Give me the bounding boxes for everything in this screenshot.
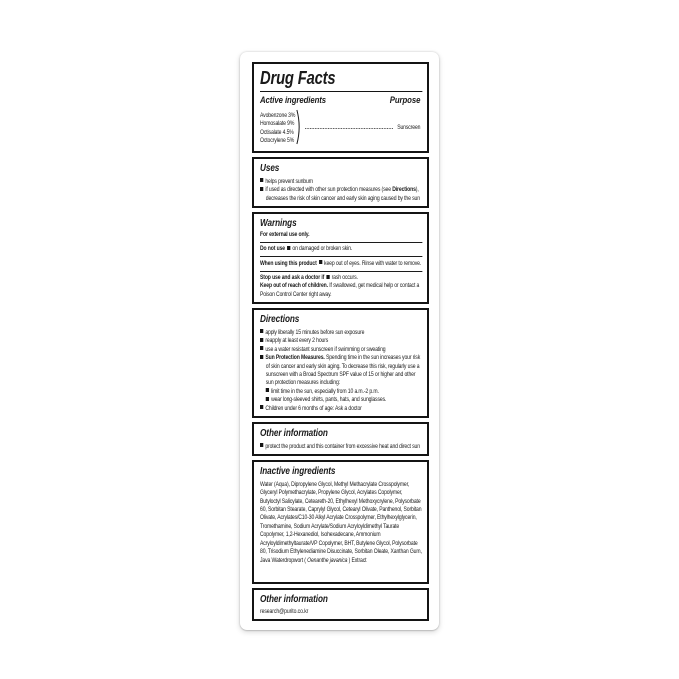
ingredient-item: Avobenzone 3% bbox=[260, 111, 296, 119]
bullet-square-icon bbox=[260, 338, 263, 342]
ingredient-item: Octocrylene 5% bbox=[260, 137, 295, 145]
external-use-note: For external use only. bbox=[260, 230, 310, 238]
bullet-square-icon bbox=[260, 329, 263, 333]
directions-heading: Directions bbox=[260, 314, 300, 326]
inactive-ingredients-text: Water (Aqua), Dipropylene Glycol, Methyl Methacrylate Crosspolymer, Glyceryl Polymethacrylate, Propylene Glycol, Acrylates Copolymer, Butyloctyl Salicylate, Ceteareth-20, Ethylhexyl Methoxycrylene, Polysorbate 60, Sorbitan Stearate, Caprylyl Glycol, Cetearyl Olivate, Panthenol, Sorbitan Olivate, Acrylates/C10-30 Alkyl Acrylate Crosspolymer, Ethylhexylglycerin, Tromethamine, Sodium Acrylate/Sodium Acryloyldimethyl Taurate Copolymer, 1,2-Hexanediol, Isohexadecane, Ammonium Acryloyldimethyltaurate/VP Copolymer, BHT, Butylene Glycol, Polysorbate 80, Trisodium Ethylenediamine Disuccinate, Sorbitan Oleate, Xanthan Gum, Java Waterdropwort ( Oenanthe javanica ) Extract bbox=[260, 480, 422, 564]
divider bbox=[260, 242, 422, 243]
bullet-square-icon bbox=[319, 260, 322, 264]
bullet-square-icon bbox=[260, 443, 263, 447]
latin-name: Oenanthe javanica bbox=[307, 556, 348, 564]
dotted-leader bbox=[305, 128, 393, 129]
directions-children: Children under 6 months of age: Ask a doctor bbox=[260, 405, 422, 413]
uses-bullet-1: helps prevent sunburn bbox=[260, 178, 422, 186]
bullet-square-icon bbox=[260, 187, 263, 191]
other-information-2-heading: Other information bbox=[260, 593, 328, 605]
uses-bullet-2: if used as directed with other sun protection measures (see Directions), decreases the risk of skin cancer and early skin aging caused by the sun bbox=[260, 186, 422, 203]
warnings-heading: Warnings bbox=[260, 218, 297, 230]
section-other-information-1 bbox=[252, 422, 429, 456]
directions-bullet-1: apply liberally 15 minutes before sun exposure bbox=[260, 329, 422, 337]
warning-keep-out: Keep out of reach of children. If swallowed, get medical help or contact a Poison Control Center right away. bbox=[260, 282, 420, 298]
section-warnings bbox=[252, 212, 429, 304]
drug-facts-title: Drug Facts bbox=[260, 68, 336, 88]
bullet-square-icon bbox=[260, 178, 263, 182]
bullet-square-icon bbox=[287, 246, 290, 250]
directions-bullet-3: use a water resistant sunscreen if swimming or sweating bbox=[260, 346, 422, 354]
inactive-ingredients-heading: Inactive ingredients bbox=[260, 466, 336, 478]
section-other-information-2 bbox=[252, 588, 429, 621]
section-uses bbox=[252, 157, 429, 208]
bullet-square-icon bbox=[326, 275, 329, 279]
purpose-value: Sunscreen bbox=[397, 124, 421, 132]
directions-sub-bullet-1: limit time in the sun, especially from 10 a.m.-2 p.m. bbox=[260, 388, 422, 396]
section-directions bbox=[252, 308, 429, 418]
ingredient-item: Homosalate 9% bbox=[260, 120, 295, 128]
divider bbox=[260, 271, 422, 272]
section-inactive-ingredients bbox=[252, 460, 429, 584]
uses-heading: Uses bbox=[260, 163, 280, 175]
ingredient-item: Octisalate 4.5% bbox=[260, 128, 294, 136]
other-information-bullet: protect the product and this container from excessive heat and direct sun bbox=[260, 443, 422, 451]
section-drug-facts bbox=[252, 62, 429, 153]
drug-facts-panel bbox=[252, 62, 429, 621]
divider bbox=[260, 91, 422, 92]
other-information-heading: Other information bbox=[260, 428, 328, 440]
directions-sun-protection: Sun Protection Measures. Spending time in the sun increases your risk of skin cancer and early skin aging. To decrease this risk, regularly use a sunscreen with a Broad Spectrum SPF value of 15 or higher and other sun protection measures including: bbox=[260, 354, 422, 388]
active-ingredient-list bbox=[260, 112, 295, 146]
warning-do-not-use: Do not use on damaged or broken skin. bbox=[260, 245, 353, 253]
bullet-square-icon bbox=[266, 388, 269, 392]
active-ingredients-heading: Active ingredients bbox=[260, 95, 327, 106]
bullet-square-icon bbox=[260, 355, 263, 359]
purpose-heading: Purpose bbox=[389, 95, 421, 106]
directions-bullet-2: reapply at least every 2 hours bbox=[260, 337, 422, 345]
bullet-square-icon bbox=[260, 405, 263, 409]
bullet-square-icon bbox=[266, 397, 269, 401]
warning-when-using: When using this product keep out of eyes. Rinse with water to remove. bbox=[260, 259, 422, 267]
directions-sub-bullet-2: wear long-sleeved shirts, pants, hats, and sunglasses. bbox=[260, 396, 422, 404]
sunscreen-label-card bbox=[240, 52, 439, 630]
contact-email: research@purito.co.kr bbox=[260, 607, 309, 615]
warning-stop-use: Stop use and ask a doctor if rash occurs. bbox=[260, 274, 358, 282]
bullet-square-icon bbox=[260, 346, 263, 350]
divider bbox=[260, 256, 422, 257]
bracket-icon bbox=[296, 109, 302, 148]
